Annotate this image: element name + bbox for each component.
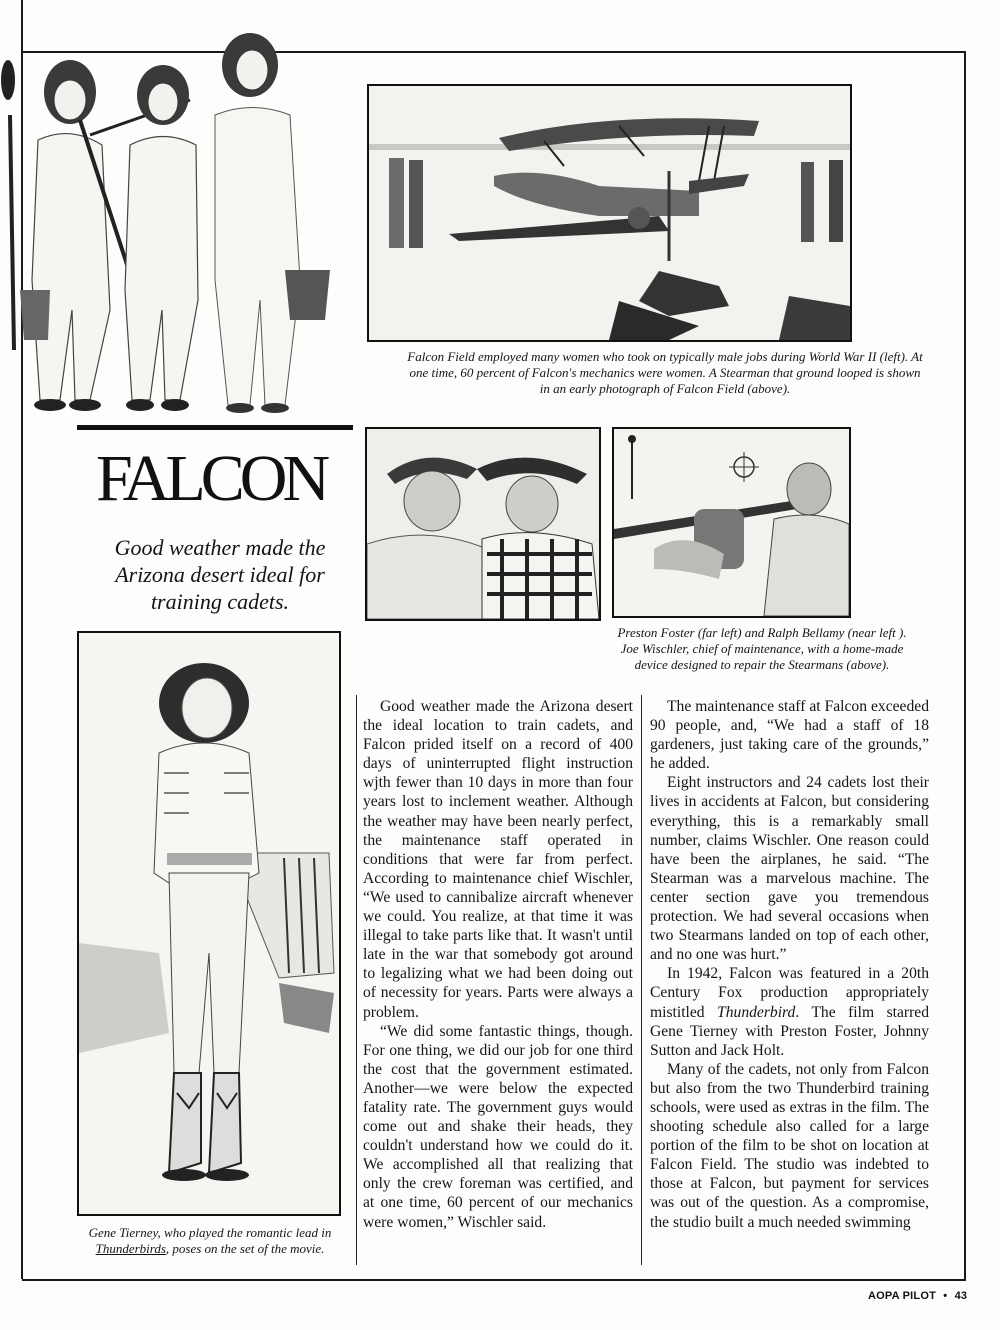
page-footer <box>868 1290 967 1302</box>
photo-gene-tierney <box>77 631 341 1216</box>
body-column-1 <box>363 697 633 1232</box>
body-column-2 <box>650 697 929 1232</box>
page-frame-right <box>964 51 966 1280</box>
page-frame-bottom <box>22 1279 966 1281</box>
bullet-separator: • <box>943 1290 948 1302</box>
caption-top: Falcon Field employed many women who took on typically male jobs during World War II (left). At one time, 60 percent of Falcon's mechanics were women. A Stearman that ground looped is shown in an early photograph of Falcon Field (above). <box>407 349 923 396</box>
article-title: FALCON <box>96 442 326 515</box>
paragraph: Many of the cadets, not only from Falcon but also from the two Thunderbird training schools, were used as extras in the film. The shooting schedule also called for a large portion of the film to be shot on location at Falcon Field. The studio was indebted to those at Falcon, but payment for services was out of the question. As a compromise, the studio built a much needed swimming <box>650 1060 929 1231</box>
film-title: Thunderbird <box>717 1003 796 1021</box>
photo-women-mechanics <box>0 20 345 420</box>
page-number: 43 <box>954 1290 968 1302</box>
paragraph: Good weather made the Arizona desert the ideal location to train cadets, and Falcon prided itself on a record of 400 days of uninterrupted flight instruction wjth fewer than 10 days in more than four years lost to inclement weather. Although the weather may have been nearly perfect, the maintenance staff operated in conditions that were far from perfect. According to maintenance chief Wischler, “We used to cannibalize aircraft whenever we could. You realize, at that time it was illegal to take parts like that. It wasn't until late in the war that somebody got around to legalizing what we had been doing out of necessity for years. Parts were always a problem. <box>363 698 633 1021</box>
column-rule-middle <box>641 695 642 1265</box>
column-rule-left <box>356 695 357 1265</box>
article-subhead: Good weather made the Arizona desert ideal for training cadets. <box>114 535 326 614</box>
photo-stearman-ground-loop <box>367 84 852 342</box>
film-title-underlined: Thunderbirds <box>95 1241 166 1256</box>
caption-middle: Preston Foster (far left) and Ralph Bellamy (near left ). Joe Wischler, chief of maintenance, with a home-made device designed to repair the Stearmans (above). <box>617 625 907 672</box>
paragraph: “We did some fantastic things, though. For one thing, we did our job for one third the cost that the government estimated. Another—we were below the expected fatality rate. The government guys would come out and shake their heads, they couldn't understand how we could do it. We accomplished all that realizing that only the crew foreman was certified, and at one time, 60 percent of our mechanics were women,” Wischler said. <box>363 1022 633 1231</box>
section-rule <box>77 425 353 430</box>
publication-name: AOPA PILOT <box>868 1290 936 1302</box>
caption-tierney: Gene Tierney, who played the romantic lead in Thunderbirds, poses on the set of the movie. <box>88 1225 332 1256</box>
photo-foster-bellamy <box>365 427 601 621</box>
photo-wischler-device <box>612 427 851 618</box>
paragraph: In 1942, Falcon was featured in a 20th Century Fox production appropriately mistitled Thunderbird. The film starred Gene Tierney with Preston Foster, Johnny Sutton and Jack Holt. <box>650 965 929 1059</box>
paragraph: The maintenance staff at Falcon exceeded 90 people, and, “We had a staff of 18 gardeners, just taking care of the grounds,” he added. <box>650 698 929 773</box>
paragraph: Eight instructors and 24 cadets lost their lives in accidents at Falcon, but considering everything, this is a remarkably small number, claims Wischler. One reason could have been the airplanes, he said. “The Stearman was a marvelous machine. The center section gave you tremendous protection. We had several occasions when two Stearmans landed on top of each other, and no one was hurt.” <box>650 774 929 964</box>
